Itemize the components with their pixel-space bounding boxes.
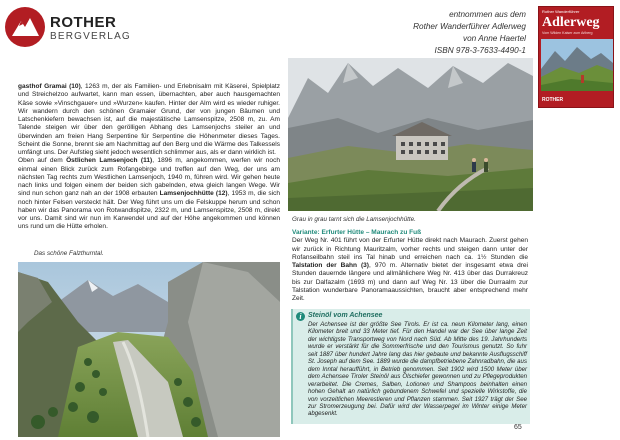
- text-paragraph: [18, 83, 280, 157]
- book-cover-publisher: ROTHER: [542, 97, 564, 103]
- rother-logo: [4, 6, 46, 48]
- source-line: ISBN 978-3-7633-4490-1: [434, 46, 526, 55]
- photo-caption-right: Grau in grau tarnt sich die Lamsenjochhütte.: [292, 216, 416, 223]
- text-run: , 970 m. Alternativ bietet der insgesamt etwa drei Stunden dauernde längere und allmählichere Weg Nr. 413 über das Durrakreuz bis zur Dalfazalm (1693 m) und dann auf Weg Nr. 13 über die Durraalm zur Talstation wunderbare Panoramaaussichten, braucht aber entsprechend mehr Zeit.: [292, 262, 529, 302]
- page-number: 65: [514, 424, 522, 431]
- place-name: Östlichen Lamsenjoch (11): [66, 157, 153, 165]
- info-box-title: Steinöl vom Achensee: [308, 312, 383, 319]
- hut-photo: [288, 58, 533, 211]
- book-cover-subtitle: Vom Wilden Kaiser zum Arlberg: [542, 31, 593, 35]
- text-run: , 1896 m, angekommen, werfen wir noch einmal einen Blick zurück zum Rofangebirge und treffen auf den Weg, der uns am nächsten Tag rechts zum Westlichen Lamsenjoch, 1940 m, führen wird. Wir gehen heute nach links und folgen einem der beiden sich gabelnden, etwa gleich langen Wege. Wir sind nun schon ganz nah an der 1908 erbauten: [18, 157, 280, 198]
- source-line: Rother Wanderführer Adlerweg: [413, 22, 526, 31]
- text-run: , 1953 m, die sich noch hinter Felsen versteckt hält. Der Weg führt uns um die Felskuppe herum und schon haben wir das Panorama von Rotwandlspitze, 2322 m, und Lamsenspitze, 2508 m, direkt vor uns. Damit sind wir nun im Karwendel und auf der Höhe angekommen und können uns rund um die Hütte erholen.: [18, 190, 280, 231]
- source-line: entnommen aus dem: [449, 10, 526, 19]
- brand-subtitle: BERGVERLAG: [50, 31, 131, 42]
- main-text-left: [18, 83, 280, 232]
- text-paragraph: [18, 157, 280, 231]
- valley-photo: [18, 262, 280, 437]
- info-icon: i: [296, 312, 305, 321]
- brand-name: ROTHER: [50, 14, 117, 31]
- book-cover: [538, 6, 614, 108]
- info-box: [291, 309, 530, 424]
- place-name: gasthof Gramai (10): [18, 83, 81, 90]
- book-cover-photo: [541, 39, 613, 91]
- variante-section: [292, 229, 528, 303]
- info-box-text: Der Achensee ist der größte See Tirols. Er ist ca. neun Kilometer lang, einen Kilometer breit und 33 Meter tief. Für den Handel war der See über lange Zeit der wichtigste Transportweg von Nord nach Süd. Ab Mitte des 19. Jahrhunderts wurde er verstärkt für die Sommerfrische und den Tourismus genutzt. So fuhr seit 1887 über hundert Jahre lang das hier gebaute und bekannte Ausflugsschiff St. Joseph auf dem See. 1889 wurde die dampfbetriebene Zahnradbahn, die aus dem Inntal heraufführt, in Betrieb genommen. Seit 1902 wird 1500 Meter über dem Achensee Tiroler Steinöl aus Ölschiefer gewonnen und zu Pflegeprodukten verarbeitet. Die Cremes, Salben, Lotionen und Shampoos beinhalten einen hohen Gehalt an natürlich gebundenem Schwefel und spezielle Wirkstoffe, die von vorzeitlichen Meerestieren und Pflanzen stammen. Seit 1927 trägt der See zur Stromerzeugung bei. Dafür wird der Wasserpegel im Winter einige Meter abgesenkt.: [308, 321, 527, 418]
- source-line: von Anne Haertel: [463, 34, 526, 43]
- variante-heading: Variante: Erfurter Hütte – Maurach zu Fuß: [292, 229, 422, 236]
- text-run: Der Weg Nr. 401 führt von der Erfurter Hütte direkt nach Maurach. Zuerst gehen wir zurück in Richtung Mauritzalm, vorher rechts und steigen dann unter der Rofanseilbahn steil ins Tal hinab und erreichen nach ca. 1½ Stunden die: [292, 237, 528, 261]
- source-note: [306, 9, 526, 57]
- photo-caption-left: Das schöne Falzthurntal.: [34, 250, 104, 257]
- place-name: Lamsenjochhütte (12): [159, 190, 228, 198]
- text-run: , 1263 m, der als Familien- und Erlebnisalm mit Käserei, Spielplatz und Streichelzoo aufwartet, kann man essen, übernachten, aber auch hausgemachten Käse sowie »Vinschgauer« und »Wurzen« kaufen. Hinter der Alm wird es wieder ruhiger. Wir wandern durch den schönen Gramaier Grund, der von jungen Bäumen und Latschenkiefern bewachsen ist, auf die majestätische Lamsenspitze, 2508 m, zu. Am Talende steigen wir über den gerölligen Abhang des Lamsenjochs steiler an und überwinden am freien Hang Serpentine für Serpentine die Höhenmeter dieses Tages. Scheint die Sonne, brennt sie am Nachmittag auf den Berg und die Wärme des Talkessels umfängt uns. Der Aufstieg sieht jedoch wesentlich schlimmer aus, als er dann wirklich ist.: [18, 83, 280, 156]
- place-name: Talstation der Bahn (3): [292, 262, 369, 269]
- book-cover-title: Adlerweg: [542, 15, 600, 30]
- variante-text: [292, 237, 528, 303]
- book-cover-series: Rother Wanderführer: [542, 9, 580, 14]
- text-run: Oben auf dem: [18, 157, 67, 165]
